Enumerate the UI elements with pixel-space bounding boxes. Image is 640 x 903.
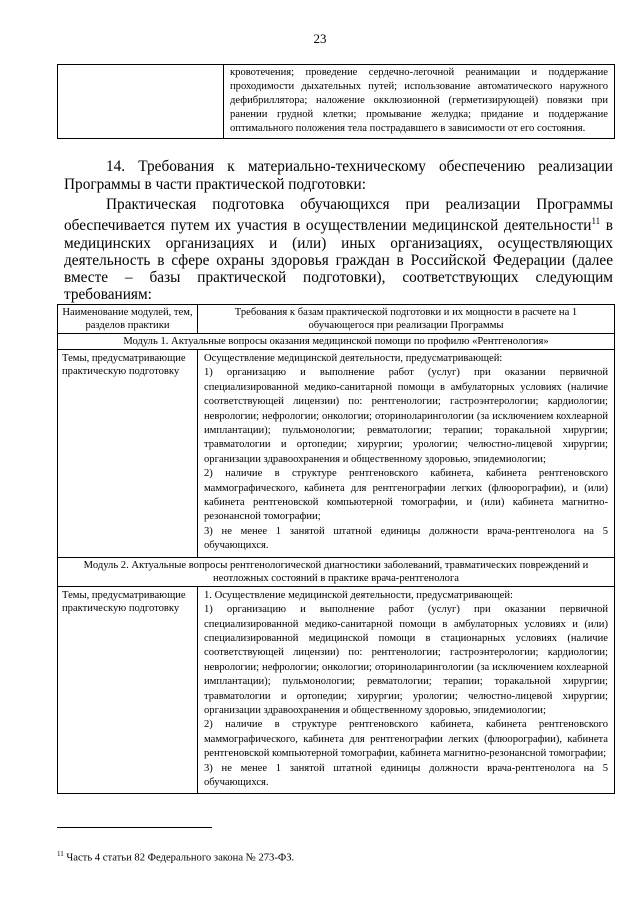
- requirement-item: 2) наличие в структуре рентгеновского кабинета, кабинета рентгеновского маммографического, кабинета для рентгенографии легких (флюорографии), и (или) кабинета рентгеновской компьютерной томографии, и (или) кабинета магнитно-резонансной томографии;: [204, 468, 608, 523]
- footnote-ref: 11: [591, 216, 601, 227]
- requirement-item: 1. Осуществление медицинской деятельности, предусматривающей:: [204, 589, 513, 601]
- requirement-item: 1) организацию и выполнение работ (услуг) при оказании первичной специализированной медико-санитарной помощи в амбулаторных условиях (наличие соответствующей лицензии) по: рентгенологии; гастроэнтерологии; кардиологии; неврологии; нефрологии; онкологии; оториноларингологии (за исключением кохлеарной имплантации); пульмонологии; ревматологии; терапии; торакальной хирургии; травматологии и ортопедии; хирургии; урологии; челюстно-лицевой хирургии; организации здравоохранения и общественному здоровью, эпидемиологии;: [204, 367, 608, 465]
- requirement-item: 3) не менее 1 занятой штатной единицы должности врача-рентгенолога на 5 обучающихся.: [204, 525, 608, 552]
- topic-cell: Темы, предусматривающие практическую подготовку: [58, 350, 198, 558]
- requirements-cell: [198, 586, 615, 794]
- requirements-cell: [198, 350, 615, 558]
- requirement-item: Осуществление медицинской деятельности, предусматривающей:: [204, 353, 503, 364]
- header-col-requirements: Требования к базам практической подготовки и их мощности в расчете на 1 обучающегося при реализации Программы: [198, 305, 615, 334]
- continued-table: [57, 64, 615, 139]
- page-number: 23: [313, 31, 327, 46]
- topic-cell: Темы, предусматривающие практическую подготовку: [58, 586, 198, 794]
- requirements-table: [57, 304, 615, 794]
- left-cell: [58, 65, 224, 139]
- intro-paragraph: [64, 196, 613, 303]
- right-cell: кровотечения; проведение сердечно-легочной реанимации и поддержание проходимости дыхательных путей; использование автоматического наружного дефибриллятора; наложение окклюзионной (герметизирующей) повязки при ранении грудной клетки; промывание желудка; придание и поддержание оптимального положения тела пострадавшего в зависимости от его состояния.: [224, 65, 615, 139]
- requirement-item: 3) не менее 1 занятой штатной единицы должности врача-рентгенолога на 5 обучающихся.: [204, 762, 608, 788]
- header-col-modules: Наименование модулей, тем, разделов практики: [58, 305, 198, 334]
- intro-text-cont: в медицинских организациях и (или) иных организациях, осуществляющих деятельность в сфере охраны здоровья граждан в Российской Федерации (далее вместе – базы практической подготовки), соответствующих следующим требованиям:: [64, 217, 613, 304]
- section-heading: 14. Требования к материально-техническому обеспечению реализации Программы в части практической подготовки:: [64, 158, 613, 193]
- module-title: Модуль 1. Актуальные вопросы оказания медицинской помощи по профилю «Рентгенология»: [58, 334, 615, 350]
- footnote: [57, 850, 294, 864]
- requirement-item: 2) наличие в структуре рентгеновского кабинета, кабинета рентгеновского маммографического, кабинета для рентгенографии легких (флюорографии), кабинета рентгеновской компьютерной томографии, кабинета магнитно-резонансной томографии;: [204, 719, 608, 760]
- footnote-number: 11: [57, 850, 64, 858]
- table-row: [58, 65, 615, 139]
- module-title-row: [58, 334, 615, 350]
- module-title: Модуль 2. Актуальные вопросы рентгенологической диагностики заболеваний, травматических повреждений и неотложных состояний в практике врача-рентгенолога: [58, 557, 615, 586]
- requirement-item: 1) организацию и выполнение работ (услуг) при оказании первичной специализированной медико-санитарной помощи в амбулаторных условиях и (или) специализированной медицинской помощи в стационарных условиях (наличие соответствующей лицензии) по: рентгенологии; гастроэнтерологии; кардиологии; неврологии; нефрологии; онкологии; оториноларингологии (за исключением кохлеарной имплантации); пульмонологии; ревматологии; терапии; торакальной хирургии; травматологии и ортопедии; хирургии; урологии; челюстно-лицевой хирургии; организации здравоохранения и общественному здоровью, эпидемиологии;: [204, 604, 608, 716]
- table-header-row: [58, 305, 615, 334]
- intro-text: Практическая подготовка обучающихся при реализации Программы обеспечивается путем их участия в осуществлении медицинской деятельности: [64, 196, 613, 235]
- footnote-divider: [57, 827, 212, 828]
- table-row: [58, 350, 615, 558]
- table-row: [58, 586, 615, 794]
- module-title-row: [58, 557, 615, 586]
- footnote-text: Часть 4 статьи 82 Федерального закона № 273-ФЗ.: [63, 852, 295, 864]
